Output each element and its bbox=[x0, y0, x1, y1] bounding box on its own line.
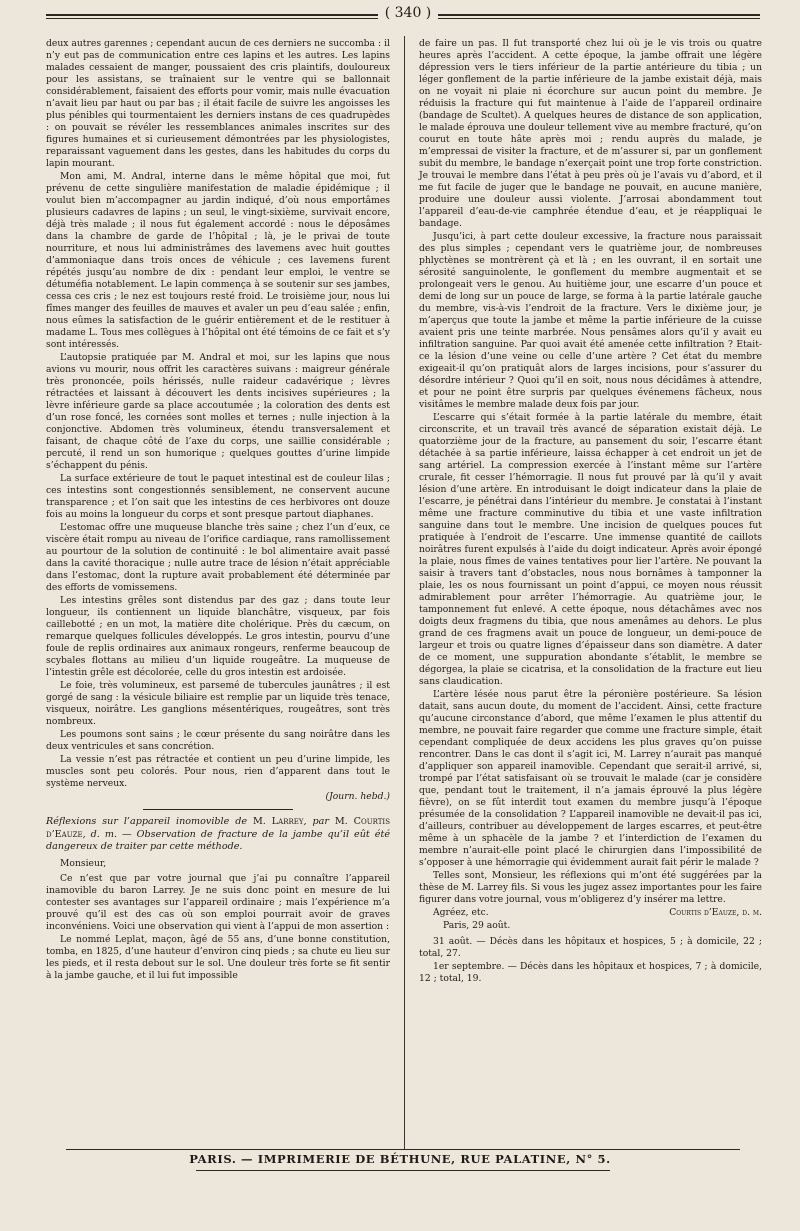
article-title-author-courtis: M. Courtis d’Eauze bbox=[46, 816, 390, 840]
footer-rule bbox=[66, 1149, 740, 1150]
closing-formula: Agréez, etc. bbox=[433, 907, 489, 918]
paragraph: Le foie, très volumineux, est parsemé de tubercules jaunâtres ; il est gorgé de sang : la vésicule biliaire est remplie par un liquide très tenace, visqueux, noirâtre. Les ganglions mésentériques, rougeâtres, sont très nombreux. bbox=[46, 680, 390, 727]
article-title bbox=[46, 816, 390, 854]
stats-entry: 1er septembre. — Décès dans les hôpitaux et hospices, 7 ; à domicile, 12 ; total, 19. bbox=[419, 961, 762, 984]
paragraph: La surface extérieure de tout le paquet intestinal est de couleur lilas ; ces intestins sont congestionnés sensiblement, ne conservent aucune transparence ; et l’on sait que les intestins de ces herbivores ont douze fois au moins la longueur du corps et sont presque partout diaphanes. bbox=[46, 473, 390, 520]
paragraph: Ce n’est que par votre journal que j’ai pu connaître l’appareil inamovible du baron Larrey. Je ne suis donc point en mesure de lui contester ses avantages sur l’appareil ordinaire ; mais l’expérience m’a prouvé qu’il est des cas où son emploi pourrait avoir de graves inconvéniens. Voici une observation qui vient à l’appui de mon assertion : bbox=[46, 872, 390, 932]
article-separator bbox=[143, 809, 293, 810]
paragraph: Jusqu’ici, à part cette douleur excessive, la fracture nous paraissait des plus simples ; cependant vers le quatrième jour, de nombreuses phlyctènes se montrèrent çà et là ; en les ouvrant, il en sortait une sérosité sanguinolente, le gonflement du membre augmentait et se prolongeait vers le genou. Au huitième jour, une escarre d’un pouce et demi de long sur un pouce de large, se forma à la partie latérale gauche du membre, vis-à-vis l’endroit de la fracture. Vers le dixième jour, je m’aperçus que toute la jambe et même la partie inférieure de la cuisse avaient pris une teinte marbrée. Nous pensâmes alors qu’il y avait eu infiltration sanguine. Par quoi avait été amenée cette infiltration ? Etait-ce la lésion d’une veine ou celle d’une artère ? Cet état du membre exigeait-il qu’on pratiquât alors de larges incisions, pour s’assurer du désordre intérieur ? Quoi qu’il en soit, nous nous décidâmes à attendre, et pour ne point être surpris par quelques événemens fâcheux, nous visitâmes le membre malade deux fois par jour. bbox=[419, 231, 762, 410]
mortality-stats bbox=[419, 936, 762, 985]
left-column bbox=[46, 38, 390, 983]
paragraph: Les poumons sont sains ; le cœur présente du sang noirâtre dans les deux ventricules et sans concrétion. bbox=[46, 729, 390, 752]
paragraph: La vessie n’est pas rétractée et contient un peu d’urine limpide, les muscles sont peu colorés. Pour nous, rien d’apparent dans tout le système nerveux. bbox=[46, 754, 390, 789]
article-title-author-larrey: M. Larrey bbox=[252, 816, 304, 827]
footer-rule-short bbox=[196, 1170, 610, 1171]
article-title-rest: , d. m. — Observation de fracture de la jambe qu’il eût été dangereux de traiter par cette méthode. bbox=[46, 828, 390, 852]
page-number: ( 340 ) bbox=[378, 3, 438, 23]
salutation: Monsieur, bbox=[60, 857, 107, 869]
paragraph: L’autopsie pratiquée par M. Andral et moi, sur les lapins que nous avions vu mourir, nous offrit les caractères suivans : maigreur générale très prononcée, poils hérissés, nulle raideur cadavérique ; lèvres rétractées et laissant à découvert les dents incisives supérieures ; la lèvre inférieure garde sa place accoutumée ; la coloration des dents est d’un rose foncé, les cornées sont molles et ternes ; nulle injection à la conjonctive. Abdomen très volumineux, étendu transversalement et faisant, de chaque côté de l’axe du corps, une saillie considérable ; percuté, il rend un son humorique ; quelques gouttes d’urine limpide s’échappent du pénis. bbox=[46, 352, 390, 471]
paragraph: deux autres garennes ; cependant aucun de ces derniers ne succomba : il n’y eut pas de communication entre ces lapins et les autres. Les lapins malades cessaient de manger, poussaient des cris plaintifs, douloureux pour les assistans, se traînaient sur le ventre qui se ballonnait considérablement, faisaient des efforts pour vomir, mais nulle évacuation n’avait lieu par haut ou par bas ; il était facile de suivre les angoisses les plus pénibles qui tourmentaient les derniers instans de ces quadrupèdes : on pouvait se révéler les ressemblances animales inscrites sur des figures humaines et si curieusement démontrées par les physiologistes, reparaissant vaguement dans les gestes, dans les habitudes du corps du lapin mourant. bbox=[46, 38, 390, 169]
printer-imprint: PARIS. — IMPRIMERIE DE BÉTHUNE, RUE PALATINE, N° 5. bbox=[189, 1152, 611, 1166]
right-column bbox=[419, 38, 762, 986]
stats-entry: 31 août. — Décès dans les hôpitaux et hospices, 5 ; à domicile, 22 ; total, 27. bbox=[419, 936, 762, 959]
letter-signature: Courtis d’Eauze, d. m. bbox=[669, 907, 762, 918]
letter-closing bbox=[419, 907, 762, 919]
paragraph: Le nommé Leplat, maçon, âgé de 55 ans, d’une bonne constitution, tomba, en 1825, d’une hauteur d’environ cinq pieds ; sa chute eu lieu sur les pieds, et il resta debout sur le sol. Une douleur très forte se fit sentir à la jambe gauche, et il lui fut impossible bbox=[46, 933, 390, 981]
paragraph: L’artère lésée nous parut être la péronière postérieure. Sa lésion datait, sans aucun doute, du moment de l’accident. Ainsi, cette fracture qu’aucune circonstance d’abord, que même l’examen le plus attentif du membre, ne pouvait faire regarder que comme une fracture simple, était cependant compliquée de deux accidens les plus graves qu’on puisse rencontrer. Dans le cas dont il s’agit ici, M. Larrey n’aurait pas manqué d’appliquer son appareil inamovible. Cependant que serait-il arrivé, si, trompé par l’état satisfaisant où se trouvait le malade (car je considère que, pendant tout le traitement, il n’a jamais éprouvé la plus légère fièvre), on se fût interdit tout examen du membre jusqu’à l’époque présumée de la consolidation ? L’appareil inamovible ne devait-il pas ici, d’ailleurs, contribuer au développement de larges escarres, et peut-être même à un sphacèle de la jambe ? et l’interdiction de l’examen du membre n’aurait-elle point placé le chirurgien dans l’impossibilité de s’opposer à une hémorragie qui évidemment aurait fait périr le malade ? bbox=[419, 689, 762, 868]
paragraph: Mon ami, M. Andral, interne dans le même hôpital que moi, fut prévenu de cette singulière manifestation de maladie épidémique ; il voulut bien m’accompagner au jardin indiqué, d’où nous emportâmes plusieurs cadavres de lapins ; un seul, le vingt-sixième, survivait encore, déjà très malade ; il nous fut également accordé : nous le déposâmes dans la chambre de garde de l’hôpital ; là, je le privai de toute nourriture, et nous lui administrâmes des lavemens avec huit gouttes d’ammoniaque dans trois onces de véhicule ; ces lavemens furent répétés jusqu’au nombre de dix : pendant leur emploi, le ventre se détuméfia notablement. Le lapin commença à se soutenir sur ses jambes, cessa ces cris ; le nez est toujours resté froid. Le troisième jour, nous lui fîmes manger des feuilles de mauves et avaler un peu d’eau salée ; enfin, nous eûmes la satisfaction de le guérir entièrement et de le restituer à madame L. Tous mes collègues à l’hôpital ont été témoins de ce fait et s’y sont intéressés. bbox=[46, 171, 390, 350]
paragraph: L’escarre qui s’était formée à la partie latérale du membre, était circonscrite, et un travail très avancé de séparation existait déjà. Le quatorzième jour de la fracture, au pansement du soir, l’escarre étant détachée à sa partie inférieure, laissa échapper à cet endroit un jet de sang artériel. La compression exercée à l’instant même sur l’artère crurale, fit cesser l’hémorragie. Il nous fut prouvé par là qu’il y avait lésion d’une artère. En introduisant le doigt indicateur dans la plaie de l’escarre, je pénétrai dans l’intérieur du membre. Je constatai à l’instant même une fracture comminutive du tibia et une vaste infiltration sanguine dans tout le membre. Une incision de quelques pouces fut pratiquée à l’endroit de l’escarre. Une immense quantité de caillots noirâtres furent expulsés à l’aide du doigt indicateur. Après avoir épongé la plaie, nous fîmes de vaines tentatives pour lier l’artère. Ne pouvant la saisir à travers tant d’obstacles, nous nous bornâmes à tamponner la plaie, les os nous fournissant un point d’appui, ce moyen nous réussit admirablement pour arrêter l’hémorragie. Au quatrième jour, le tamponnement fut enlevé. A cette époque, nous détachâmes avec nos doigts deux fragmens du tibia, que nous amenâmes au dehors. Le plus grand de ces fragmens avait un pouce de longueur, un demi-pouce de largeur et trois ou quatre lignes d’épaisseur dans son diamètre. A dater de ce moment, une suppuration abondante s’établit, le membre se dégorgea, la plaie se cicatrisa, et la consolidation de la fracture eut lieu sans claudication. bbox=[419, 412, 762, 687]
paragraph: L’estomac offre une muqueuse blanche très saine ; chez l’un d’eux, ce viscère était rompu au niveau de l’orifice cardiaque, rans ramollissement au pourtour de la solution de continuité : le bol alimentaire avait passé dans la cavité thoracique ; nulle autre trace de lésion n’était appréciable dans l’estomac, dont la rupture avait probablement été déterminée par des efforts de vomissemens. bbox=[46, 522, 390, 593]
paragraph: Telles sont, Monsieur, les réflexions qui m’ont été suggérées par la thèse de M. Larrey fils. Si vous les jugez assez importantes pour les faire figurer dans votre journal, vous m’obligerez d’y insérer ma lettre. bbox=[419, 870, 762, 905]
column-divider bbox=[404, 36, 405, 1150]
source-citation: (Journ. hebd.) bbox=[325, 791, 390, 802]
paragraph: de faire un pas. Il fut transporté chez lui où je le vis trois ou quatre heures après l’accident. A cette époque, la jambe offrait une légère dépression vers le tiers inférieur de la partie antérieure du tibia ; un léger gonflement de la partie inférieure de la jambe existait déjà, mais on ne voyait ni plaie ni écorchure sur aucun point du membre. Je réduisis la fracture qui fut maintenue à l’aide de l’appareil ordinaire (bandage de Scultet). A quelques heures de distance de son application, le malade éprouva une douleur tellement vive au membre fracturé, qu’on courut en toute hâte après moi ; rendu auprès du malade, je m’empressai de visiter la fracture, et de m’assurer si, par un gonflement subit du membre, le bandage n’exerçait point une trop forte constriction. Je trouvai le membre dans l’état à peu près où je l’avais vu d’abord, et il me fut facile de juger que le bandage ne pouvait, en aucune manière, produire une douleur aussi violente. J’arrosai abondamment tout l’appareil d’eau-de-vie camphrée étendue d’eau, et je réappliquai le bandage. bbox=[419, 38, 762, 229]
paragraph: Les intestins grêles sont distendus par des gaz ; dans toute leur longueur, ils contiennent un liquide blanchâtre, visqueux, par fois caillebotté ; en un mot, la matière dite cholérique. Près du cæcum, on remarque quelques follicules développés. Le gros intestin, pourvu d’une foule de replis ordinaires aux animaux rongeurs, renferme beaucoup de scybales flottans au milieu d’un liquide rougeâtre. La muqueuse de l’intestin grêle est décolorée, celle du gros intestin est ardoisée. bbox=[46, 595, 390, 678]
article-title-par: , par bbox=[303, 816, 329, 827]
article-title-lead: Réflexions sur l’appareil inomovible de bbox=[46, 816, 248, 827]
place-date: Paris, 29 août. bbox=[443, 920, 511, 931]
